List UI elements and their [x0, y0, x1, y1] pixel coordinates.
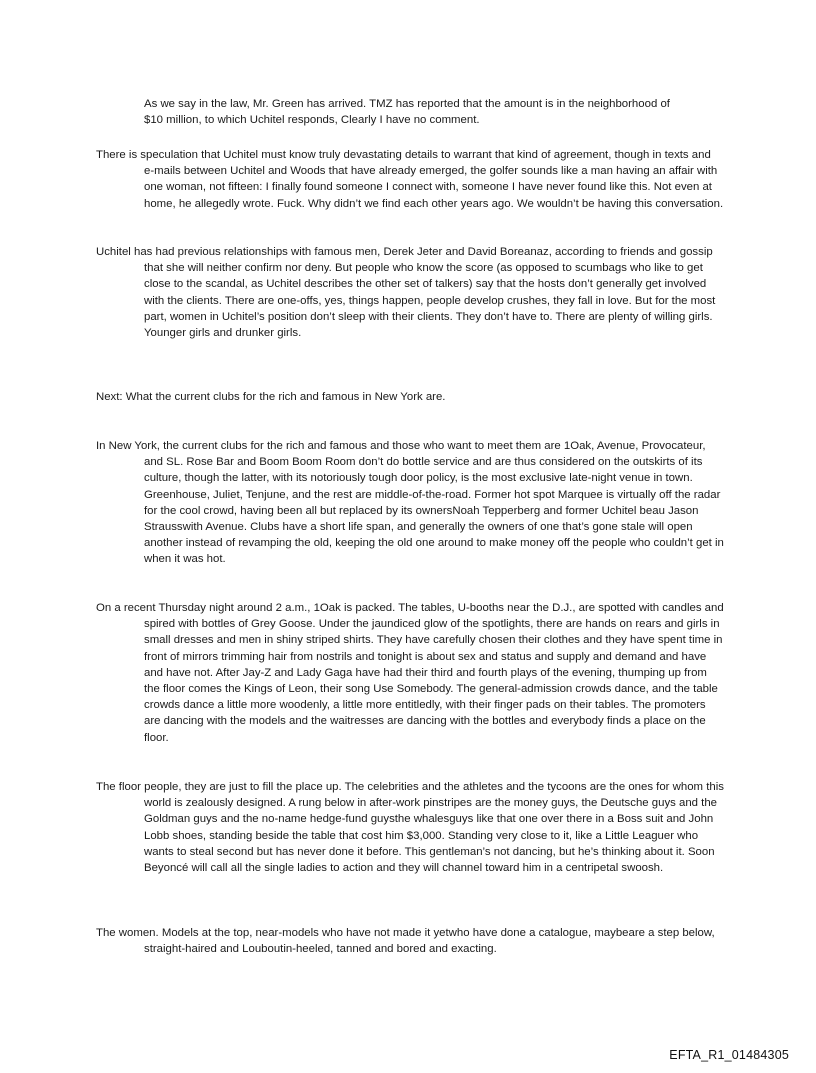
paragraph-3: Uchitel has had previous relationships with famous men, Derek Jeter and David Boreanaz, according to friends and gossip that she will neither confirm nor deny. But people who know the score (as opposed to scumbags who like to get close to the scandal, as Uchitel describes the other set of talkers) say that the hosts don’t generally get involved with the clients. There are one-offs, yes, things happen, people develop crushes, they fall in love. But for the most part, women in Uchitel’s position don’t sleep with their clients. They don’t have to. There are plenty of willing girls. Younger girls and drunker girls. [96, 246, 716, 340]
paragraph-8: The women. Models at the top, near-models who have not made it yetwho have done a catalogue, maybeare a step below, straight-haired and Louboutin-heeled, tanned and bored and exacting. [96, 927, 715, 956]
paragraph-4: Next: What the current clubs for the rich and famous in New York are. [96, 391, 446, 403]
paragraph-2: There is speculation that Uchitel must know truly devastating details to warrant that kind of agreement, though in texts and e-mails between Uchitel and Woods that have already emerged, the golfer sounds like a man having an affair with one woman, not fifteen: I finally found someone I connect with, someone I have never found like this. Not even at home, he allegedly wrote. Fuck. Why didn’t we find each other years ago. We wouldn’t be having this conversation. [96, 149, 724, 210]
document-id-footer: EFTA_R1_01484305 [669, 1048, 789, 1062]
paragraph-1: As we say in the law, Mr. Green has arrived. TMZ has reported that the amount is in the neighborhood of $10 million, to which Uchitel responds, Clearly I have no comment. [144, 98, 670, 127]
paragraph-7: The floor people, they are just to fill the place up. The celebrities and the athletes and the tycoons are the ones for whom this world is zealously designed. A rung below in after-work pinstripes are the money guys, the Deutsche guys and the Goldman guys and the no-name hedge-fund guysthe whalesguys like that one over there in a Boss suit and John Lobb shoes, standing beside the table that cost him $3,000. Standing very close to it, like a Little Leaguer who wants to steal second but has never done it before. This gentleman’s not dancing, but he’s thinking about it. Soon Beyoncé will call all the single ladies to action and they will channel toward him in a centripetal swoosh. [96, 781, 724, 875]
paragraph-5: In New York, the current clubs for the rich and famous and those who want to meet them are 1Oak, Avenue, Provocateur, and SL. Rose Bar and Boom Boom Room don’t do bottle service and are thus considered on the outskirts of its culture, though the latter, with its notoriously tough door policy, is the most exclusive late-night venue in town. Greenhouse, Juliet, Tenjune, and the rest are middle-of-the-road. Former hot spot Marquee is virtually off the radar for the cool crowd, having been all but replaced by its ownersNoah Tepperberg and former Uchitel beau Jason Strausswith Avenue. Clubs have a short life span, and generally the owners of one that’s gone stale will open another instead of revamping the old, keeping the old one around to make money off the people who couldn’t get in when it was hot. [96, 440, 724, 566]
paragraph-6: On a recent Thursday night around 2 a.m., 1Oak is packed. The tables, U-booths near the D.J., are spotted with candles and spired with bottles of Grey Goose. Under the jaundiced glow of the spotlights, there are hands on rears and girls in small dresses and men in shiny striped shirts. They have carefully chosen their clothes and they have spent time in front of mirrors trimming hair from nostrils and tonight is about sex and status and supply and demand and have and have not. After Jay-Z and Lady Gaga have had their third and fourth plays of the evening, thumping up from the floor comes the Kings of Leon, their song Use Somebody. The general-admission crowds dance, and the table crowds dance a little more woodenly, a little more entitledly, with their finger pads on their tables. The promoters are dancing with the models and the waitresses are dancing with the bottles and everybody finds a place on the floor. [96, 602, 724, 744]
